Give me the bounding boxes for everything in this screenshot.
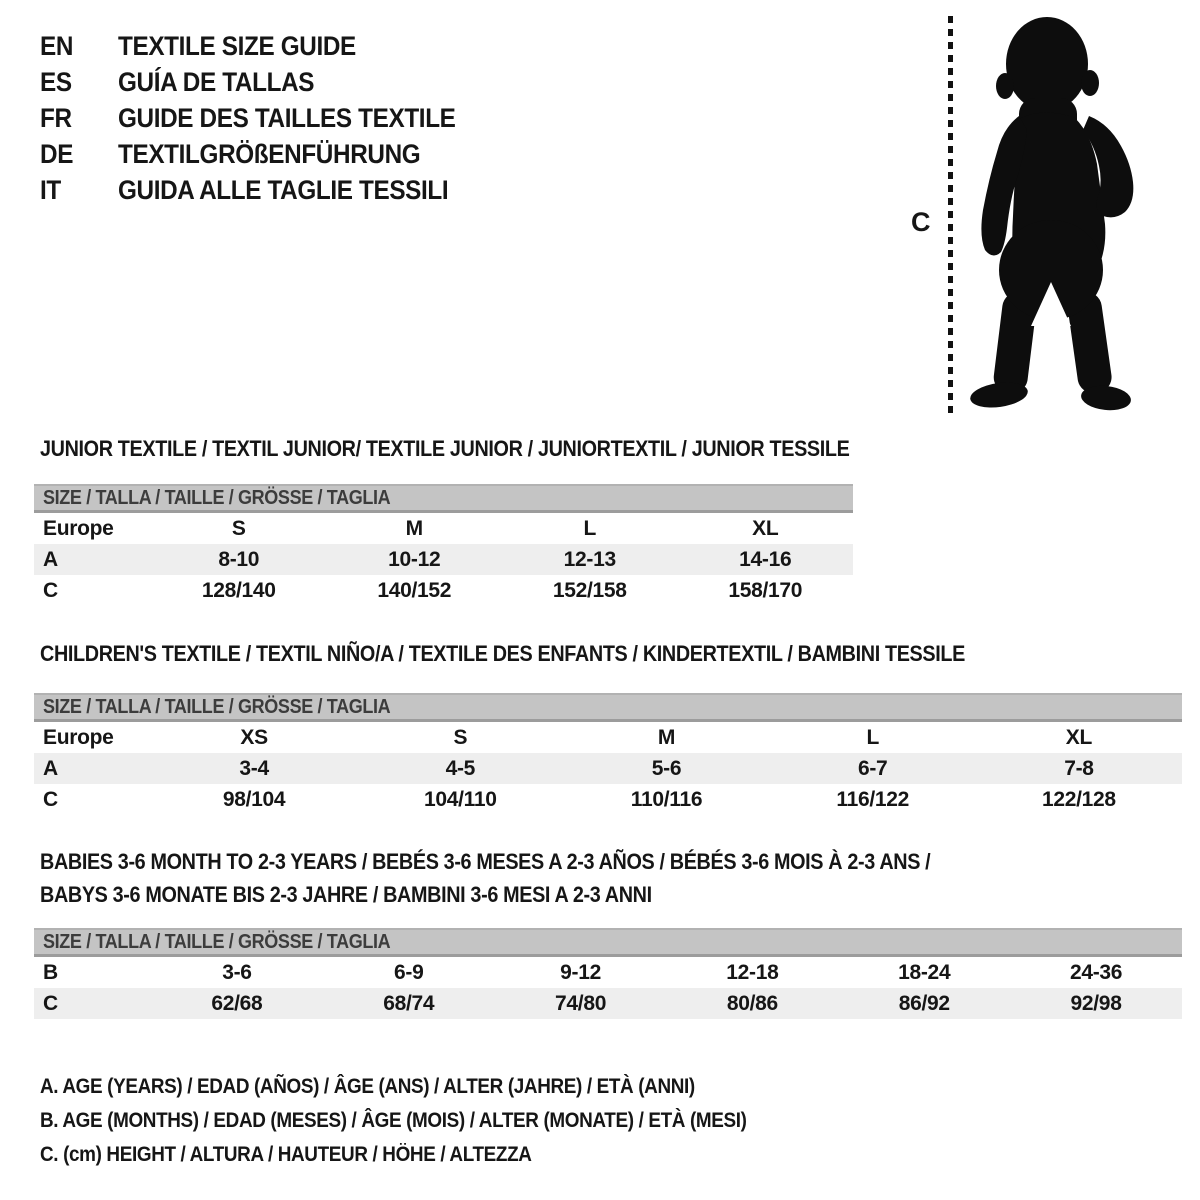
size-cell: 8-10 bbox=[218, 548, 260, 571]
size-header-bar bbox=[34, 693, 1182, 722]
row-label: C bbox=[43, 788, 58, 811]
legend-line-b-text: B. AGE (MONTHS) / EDAD (MESES) / ÂGE (MOIS) / ALTER (MONATE) / ETÀ (MESI) bbox=[40, 1109, 747, 1132]
language-title bbox=[118, 64, 336, 100]
legend bbox=[40, 1070, 825, 1172]
language-row bbox=[40, 28, 493, 64]
language-code bbox=[40, 172, 118, 208]
language-title bbox=[118, 136, 454, 172]
row-label: A bbox=[43, 548, 58, 571]
size-cell: 104/110 bbox=[423, 788, 497, 811]
size-cell: 12-18 bbox=[726, 961, 779, 984]
language-title-text: TEXTILE SIZE GUIDE bbox=[118, 31, 356, 61]
size-cell: 80/86 bbox=[726, 992, 778, 1015]
size-header-text: SIZE / TALLA / TAILLE / GRÖSSE / TAGLIA bbox=[43, 696, 391, 718]
table-row-c bbox=[34, 784, 1182, 815]
section-title-text: CHILDREN'S TEXTILE / TEXTIL NIÑO/A / TEXTILE DES ENFANTS / KINDERTEXTIL / BAMBINI TESSILE bbox=[40, 641, 965, 666]
size-cell: 14-16 bbox=[739, 548, 792, 571]
language-row bbox=[40, 172, 493, 208]
language-title-text: GUIDE DES TAILLES TEXTILE bbox=[118, 103, 456, 133]
size-cell: 68/74 bbox=[383, 992, 435, 1015]
table-row-b bbox=[34, 957, 1182, 988]
size-cell: XL bbox=[752, 517, 779, 540]
size-cell: 10-12 bbox=[388, 548, 441, 571]
section-title-text: JUNIOR TEXTILE / TEXTIL JUNIOR/ TEXTILE JUNIOR / JUNIORTEXTIL / JUNIOR TESSILE bbox=[40, 436, 850, 461]
table-row-a bbox=[34, 753, 1182, 784]
language-title bbox=[118, 172, 485, 208]
size-cell: 98/104 bbox=[222, 788, 286, 811]
size-header-text: SIZE / TALLA / TAILLE / GRÖSSE / TAGLIA bbox=[43, 931, 391, 953]
size-cell: 9-12 bbox=[560, 961, 601, 984]
size-header-bar bbox=[34, 928, 1182, 957]
children-size-table bbox=[34, 693, 1182, 815]
height-marker-label: C bbox=[911, 207, 931, 237]
section-title-text: BABYS 3-6 MONATE BIS 2-3 JAHRE / BAMBINI 3-6 MESI A 2-3 ANNI bbox=[40, 882, 652, 907]
table-row-c bbox=[34, 575, 853, 606]
size-cell: 7-8 bbox=[1064, 757, 1094, 780]
size-cell: L bbox=[583, 517, 597, 540]
size-cell: 5-6 bbox=[651, 757, 682, 780]
size-cell: M bbox=[657, 726, 676, 749]
language-code-text: DE bbox=[40, 139, 74, 169]
language-row bbox=[40, 100, 493, 136]
junior-size-table bbox=[34, 484, 853, 606]
language-code bbox=[40, 64, 118, 100]
table-row-europe bbox=[34, 513, 853, 544]
size-cell: 74/80 bbox=[555, 992, 607, 1015]
language-row bbox=[40, 64, 493, 100]
size-cell: XS bbox=[240, 726, 268, 749]
size-cell: XL bbox=[1065, 726, 1093, 749]
height-measure-dashed-line bbox=[948, 16, 953, 416]
size-cell: 140/152 bbox=[377, 579, 452, 602]
row-label: B bbox=[43, 961, 58, 984]
size-cell: S bbox=[231, 517, 246, 540]
section-title-line bbox=[40, 878, 1029, 911]
section-title-text: BABIES 3-6 MONTH TO 2-3 YEARS / BEBÉS 3-6 MESES A 2-3 AÑOS / BÉBÉS 3-6 MOIS À 2-3 ANS / bbox=[40, 849, 931, 874]
size-cell: 92/98 bbox=[1070, 992, 1122, 1015]
legend-line-a bbox=[40, 1070, 825, 1104]
table-row-a bbox=[34, 544, 853, 575]
size-cell: 3-4 bbox=[239, 757, 269, 780]
language-title bbox=[118, 100, 493, 136]
section-title-line bbox=[40, 845, 1029, 878]
language-code bbox=[40, 136, 118, 172]
section-title-children bbox=[40, 637, 1068, 670]
size-header-text: SIZE / TALLA / TAILLE / GRÖSSE / TAGLIA bbox=[43, 487, 391, 509]
size-header-bar bbox=[34, 484, 853, 513]
legend-line-b bbox=[40, 1104, 825, 1138]
junior-table-rows bbox=[34, 513, 853, 606]
language-title-list bbox=[40, 28, 493, 208]
legend-line-c-text: C. (cm) HEIGHT / ALTURA / HAUTEUR / HÖHE / ALTEZZA bbox=[40, 1143, 532, 1166]
row-label: Europe bbox=[43, 517, 114, 540]
size-cell: 3-6 bbox=[222, 961, 252, 984]
children-table-rows bbox=[34, 722, 1182, 815]
size-cell: 24-36 bbox=[1069, 961, 1123, 984]
language-title-text: GUÍA DE TALLAS bbox=[118, 67, 315, 97]
size-cell: 6-9 bbox=[394, 961, 424, 984]
row-label: A bbox=[43, 757, 58, 780]
language-code-text: IT bbox=[40, 175, 61, 205]
language-code-text: FR bbox=[40, 103, 72, 133]
toddler-silhouette-image bbox=[963, 12, 1141, 414]
size-cell: 110/116 bbox=[630, 788, 703, 811]
language-code bbox=[40, 100, 118, 136]
section-title-line bbox=[40, 637, 1068, 670]
table-row-europe bbox=[34, 722, 1182, 753]
legend-line-a-text: A. AGE (YEARS) / EDAD (AÑOS) / ÂGE (ANS) / ALTER (JAHRE) / ETÀ (ANNI) bbox=[40, 1075, 695, 1098]
table-row-c bbox=[34, 988, 1182, 1019]
section-title-junior bbox=[40, 432, 939, 465]
language-title-text: TEXTILGRÖßENFÜHRUNG bbox=[118, 139, 421, 169]
size-cell: S bbox=[453, 726, 468, 749]
row-label: Europe bbox=[43, 726, 114, 749]
size-cell: 12-13 bbox=[563, 548, 616, 571]
babies-table-rows bbox=[34, 957, 1182, 1019]
language-title bbox=[118, 28, 382, 64]
size-cell: 158/170 bbox=[728, 579, 803, 602]
language-code-text: ES bbox=[40, 67, 72, 97]
size-cell: 152/158 bbox=[552, 579, 627, 602]
size-cell: 128/140 bbox=[201, 579, 276, 602]
language-row bbox=[40, 136, 493, 172]
language-title-text: GUIDA ALLE TAGLIE TESSILI bbox=[118, 175, 449, 205]
size-cell: 86/92 bbox=[898, 992, 950, 1015]
size-cell: L bbox=[866, 726, 879, 749]
size-cell: 62/68 bbox=[211, 992, 263, 1015]
size-cell: 18-24 bbox=[898, 961, 951, 984]
size-cell: 116/122 bbox=[836, 788, 910, 811]
row-label: C bbox=[43, 992, 58, 1015]
size-cell: M bbox=[405, 517, 423, 540]
babies-size-table bbox=[34, 928, 1182, 1019]
size-cell: 6-7 bbox=[857, 757, 888, 780]
row-label: C bbox=[43, 579, 58, 602]
language-code-text: EN bbox=[40, 31, 74, 61]
section-title-line bbox=[40, 432, 939, 465]
section-title-babies bbox=[40, 845, 1029, 911]
size-cell: 122/128 bbox=[1042, 788, 1116, 811]
size-cell: 4-5 bbox=[445, 757, 476, 780]
legend-line-c bbox=[40, 1138, 825, 1172]
language-code bbox=[40, 28, 118, 64]
